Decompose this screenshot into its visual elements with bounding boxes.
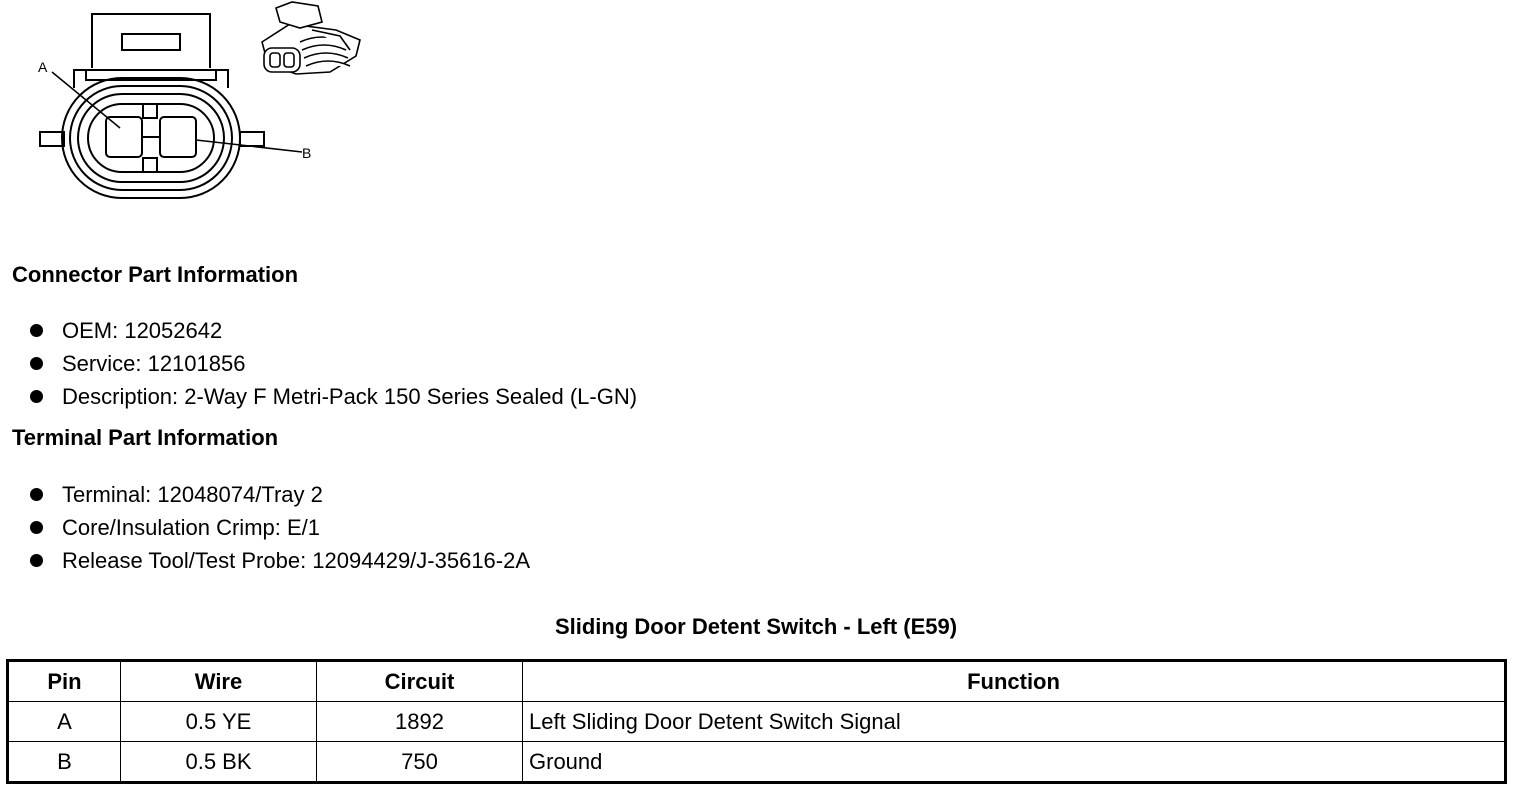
crimp-text: Core/Insulation Crimp: E/1 <box>62 515 320 540</box>
list-item <box>28 314 637 347</box>
release-tool-text: Release Tool/Test Probe: 12094429/J-35616-2A <box>62 548 531 573</box>
list-item <box>28 511 530 544</box>
table-row <box>8 742 1506 783</box>
column-header-function: Function <box>523 661 1506 702</box>
pin-cell: B <box>8 742 121 783</box>
bullet-icon <box>30 554 43 567</box>
function-cell: Left Sliding Door Detent Switch Signal <box>523 702 1506 742</box>
list-item <box>28 380 637 413</box>
connector-part-list <box>28 314 637 413</box>
column-header-wire: Wire <box>121 661 317 702</box>
terminal-text: Terminal: 12048074/Tray 2 <box>62 482 323 507</box>
bullet-icon <box>30 521 43 534</box>
circuit-cell: 1892 <box>317 702 523 742</box>
list-item <box>28 478 530 511</box>
circuit-cell: 750 <box>317 742 523 783</box>
wire-cell: 0.5 YE <box>121 702 317 742</box>
bullet-icon <box>30 357 43 370</box>
list-item <box>28 347 637 380</box>
oem-part-text: OEM: 12052642 <box>62 318 223 343</box>
function-cell: Ground <box>523 742 1506 783</box>
pin-b-label: B <box>302 145 312 161</box>
bullet-icon <box>30 488 43 501</box>
table-header-row <box>8 661 1506 702</box>
column-header-circuit: Circuit <box>317 661 523 702</box>
pinout-table <box>6 659 1507 784</box>
table-title: Sliding Door Detent Switch - Left (E59) <box>554 614 958 639</box>
connector-diagram <box>0 0 380 210</box>
pin-cell: A <box>8 702 121 742</box>
bullet-icon <box>30 390 43 403</box>
table-row <box>8 702 1506 742</box>
terminal-part-heading: Terminal Part Information <box>12 425 279 450</box>
connector-part-heading: Connector Part Information <box>12 262 299 287</box>
terminal-part-list <box>28 478 530 577</box>
pin-a-label: A <box>38 59 48 75</box>
description-text: Description: 2-Way F Metri-Pack 150 Series Sealed (L-GN) <box>62 384 638 409</box>
service-part-text: Service: 12101856 <box>62 351 246 376</box>
column-header-pin: Pin <box>8 661 121 702</box>
connector-isometric-image <box>262 2 360 74</box>
list-item <box>28 544 530 577</box>
wire-cell: 0.5 BK <box>121 742 317 783</box>
bullet-icon <box>30 324 43 337</box>
